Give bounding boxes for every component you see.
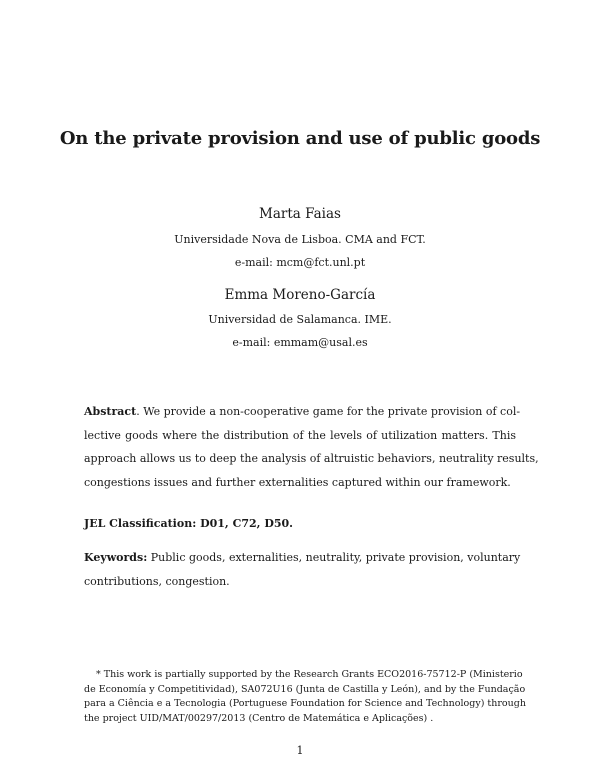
author-affiliation-2: Universidad de Salamanca. IME. [208,313,392,326]
jel-text: JEL Classification: D01, C72, D50. [84,517,293,530]
author-email-2: e-mail: emmam@usal.es [232,336,368,349]
footnote-line: the project UID/MAT/00297/2013 (Centro de Matemática e Aplicações) . [84,712,434,724]
abstract [84,400,539,494]
abstract-line: approach allows us to deep the analysis of altruistic behaviors, neutrality results, [84,452,539,465]
author-email-1: e-mail: mcm@fct.unl.pt [234,256,366,269]
keywords [84,546,521,593]
paper-title: On the private provision and use of public goods [59,128,541,149]
footnote-line: de Economía y Competitividad), SA072U16 (Junta de Castilla y León), and by the Fundação [84,683,526,695]
jel-classification [84,512,516,536]
keywords-label: Keywords: [84,551,148,564]
page-number: 1 [296,744,304,757]
author-name-1: Marta Faias [259,206,341,222]
abstract-line-text: . We provide a non-cooperative game for the private provision of col- [136,405,521,418]
abstract-line: lective goods where the distribution of the levels of utilization matters. This [84,428,516,442]
footnote-line: para a Ciência e a Tecnologia (Portuguese Foundation for Science and Technology) through [84,698,526,710]
author-name-2: Emma Moreno-García [224,287,376,303]
footnote [84,668,526,726]
footnote-line: * This work is partially supported by the Research Grants ECO2016-75712-P (Ministerio [96,669,523,680]
abstract-line: congestions issues and further externalities captured within our framework. [84,475,511,489]
abstract-line [84,400,521,424]
keywords-line-text: Public goods, externalities, neutrality, private provision, voluntary [147,551,521,564]
keywords-line [84,546,521,570]
abstract-label: Abstract [84,405,137,418]
keywords-line: contributions, congestion. [84,574,230,588]
author-affiliation-1: Universidade Nova de Lisboa. CMA and FCT. [174,233,426,246]
